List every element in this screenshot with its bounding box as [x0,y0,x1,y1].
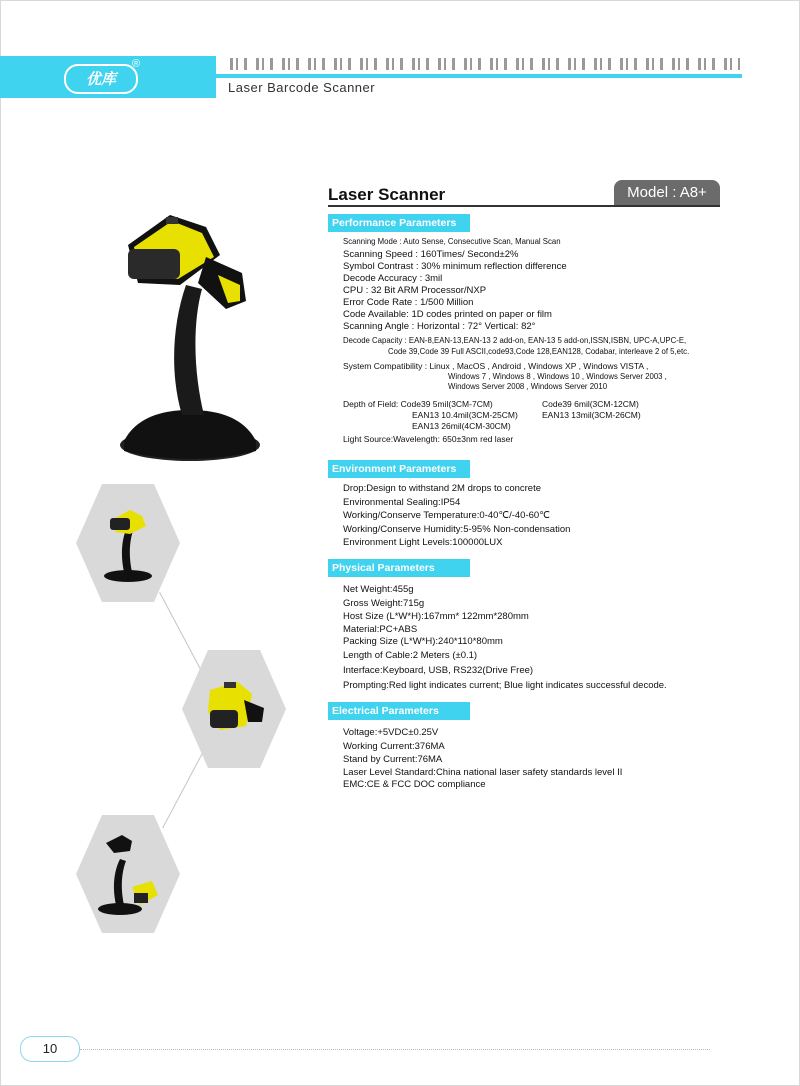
spec-line: Windows 7 , Windows 8 , Windows 10 , Windows Server 2003 , [448,372,667,381]
spec-line: EMC:CE & FCC DOC compliance [343,779,486,790]
model-badge: Model : A8+ [614,180,720,206]
spec-line: Windows Server 2008 , Windows Server 2010 [448,382,608,391]
spec-line: Depth of Field: Code39 5mil(3CM-7CM) [343,399,493,409]
spec-line: Code 39,Code 39 Full ASCII,code93,Code 128,EAN128, Codabar, interleave 2 of 5,etc. [388,347,690,356]
page-title: Laser Scanner [328,185,446,204]
spec-line: System Compatibility : Linux , MacOS , Android , Windows XP , Windows VISTA , [343,361,649,371]
spec-line: Code Available: 1D codes printed on paper or film [343,309,552,320]
spec-line: Environment Light Levels:100000LUX [343,537,503,548]
title-rule [328,205,720,207]
spec-line: Symbol Contrast : 30% minimum reflection difference [343,261,567,272]
spec-line: Scanning Speed : 160Times/ Second±2% [343,249,519,260]
spec-line: EAN13 13mil(3CM-26CM) [542,410,641,420]
brand-logo: 优库 [64,64,138,94]
physical-heading: Physical Parameters [328,559,470,577]
spec-line: Voltage:+5VDC±0.25V [343,727,439,738]
spec-line: CPU : 32 Bit ARM Processor/NXP [343,285,487,296]
footer-rule [80,1049,710,1050]
performance-heading: Performance Parameters [328,214,470,232]
spec-line: Drop:Design to withstand 2M drops to concrete [343,483,542,494]
spec-line: Length of Cable:2 Meters (±0.1) [343,650,478,661]
spec-line: Light Source:Wavelength: 650±3nm red laser [343,434,514,444]
spec-line: Working/Conserve Humidity:5-95% Non-condensation [343,524,571,535]
environment-heading: Environment Parameters [328,460,470,478]
scanner-main-image [110,205,270,465]
spec-line: Error Code Rate : 1/500 Million [343,297,474,308]
spec-line: EAN13 26mil(4CM-30CM) [412,421,511,431]
header-subtitle: Laser Barcode Scanner [228,80,376,95]
spec-line: Code39 6mil(3CM-12CM) [542,399,639,409]
barcode-decoration [230,58,740,70]
spec-line: Laser Level Standard:China national laser safety standards level II [343,767,623,778]
spec-line: Scanning Angle : Horizontal : 72° Vertical: 82° [343,321,536,332]
spec-line: Net Weight:455g [343,584,414,595]
electrical-heading: Electrical Parameters [328,702,470,720]
spec-line: Working/Conserve Temperature:0-40℃/-40-60℃ [343,510,550,521]
spec-line: Interface:Keyboard, USB, RS232(Drive Free) [343,665,534,676]
spec-line: Prompting:Red light indicates current; Blue light indicates successful decode. [343,680,667,691]
spec-line: Host Size (L*W*H):167mm* 122mm*280mm [343,611,529,622]
spec-line: Environmental Sealing:IP54 [343,497,461,508]
spec-line: Gross Weight:715g [343,598,425,609]
spec-line: Material:PC+ABS [343,624,418,635]
spec-line: Working Current:376MA [343,741,445,752]
spec-line: Stand by Current:76MA [343,754,443,765]
spec-line: Decode Accuracy : 3mil [343,273,443,284]
registered-mark: ® [132,58,141,70]
page-number: 10 [20,1036,80,1062]
spec-line: Scanning Mode : Auto Sense, Consecutive Scan, Manual Scan [343,237,561,246]
header-rule [216,74,742,78]
spec-line: Packing Size (L*W*H):240*110*80mm [343,636,503,647]
spec-line: EAN13 10.4mil(3CM-25CM) [412,410,518,420]
spec-line: Decode Capacity : EAN-8,EAN-13,EAN-13 2 add-on, EAN-13 5 add-on,ISSN,ISBN, UPC-A,UPC-E, [343,336,687,345]
